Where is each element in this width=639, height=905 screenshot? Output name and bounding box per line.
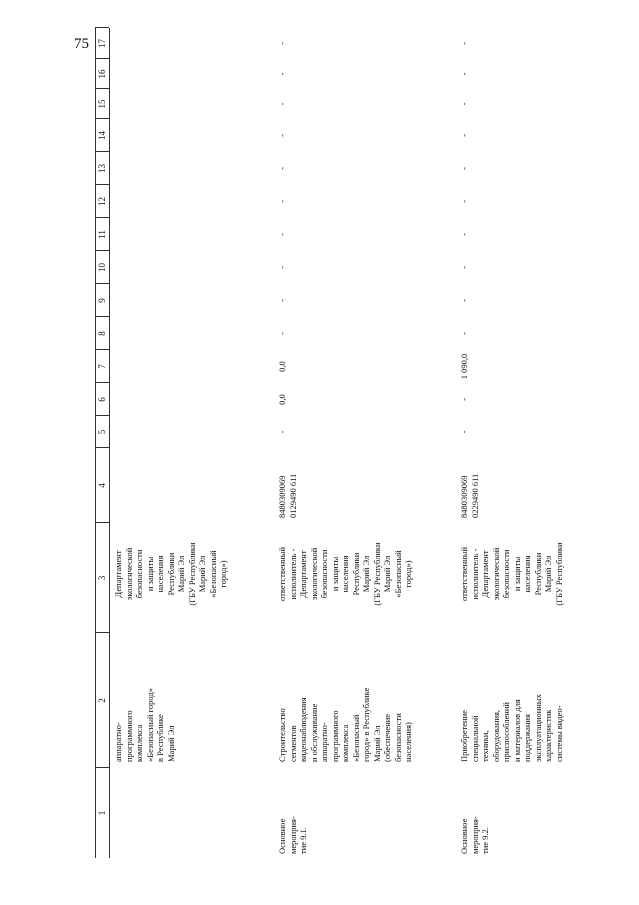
row1-col6-value: 0,0 xyxy=(277,394,287,405)
col-header-1: 1 xyxy=(97,810,107,816)
col-header-6: 6 xyxy=(97,397,107,402)
col-header-5: 5 xyxy=(97,429,107,435)
col-header-4: 4 xyxy=(97,483,107,488)
row2-col8-value: - xyxy=(459,332,469,335)
col-header-9: 9 xyxy=(97,298,107,303)
row1-col16-value: - xyxy=(277,72,287,76)
row1-col5-value: - xyxy=(277,430,287,434)
col-header-16: 16 xyxy=(97,69,107,79)
col-header-2: 2 xyxy=(97,698,107,703)
row1-col8-value: - xyxy=(277,332,287,335)
col-header-14: 14 xyxy=(97,131,107,140)
page-number: 75 xyxy=(74,36,89,52)
row2-name: Приобретение специальной техники, оборудования, приспособлений и материалов для поддержания эксплуатационных характеристик системы видео- xyxy=(459,694,564,762)
row2-col6-value: - xyxy=(459,398,469,401)
col-divider xyxy=(95,316,109,317)
col-divider xyxy=(95,184,109,185)
row2-col12-value: - xyxy=(459,200,469,203)
row2-col9-value: - xyxy=(459,299,469,302)
col-header-8: 8 xyxy=(97,331,107,336)
row2-col14-value: - xyxy=(459,134,469,137)
col-header-7: 7 xyxy=(97,364,107,369)
row0-executor: Департамент экологической безопасности и защиты населения Республики Марий Эл (ГБУ Республики Марий Эл «Безопасный город») xyxy=(113,542,228,606)
row2-status: Основное мероприя- тие 9.2. xyxy=(459,816,490,854)
col-divider xyxy=(95,217,109,218)
row2-col17-value: - xyxy=(459,42,469,45)
col-divider xyxy=(95,349,109,350)
row1-col13-value: - xyxy=(277,167,287,170)
col-divider xyxy=(95,767,109,768)
row2-executor: ответственный исполнитель - Департамент экологической безопасности и защиты населения Республики Марий Эл (ГБУ Республики xyxy=(459,542,564,606)
row1-col7-value: 0,0 xyxy=(277,361,287,372)
row2-code: 8480309069 0229490 611 xyxy=(459,473,480,518)
row2-col10-value: - xyxy=(459,266,469,269)
row1-col10-value: - xyxy=(277,266,287,269)
col-divider xyxy=(95,522,109,523)
row1-col12-value: - xyxy=(277,200,287,203)
row2-col5-value: - xyxy=(459,430,469,434)
row2-col15-value: - xyxy=(459,102,469,106)
header-bottom-rule xyxy=(109,28,110,858)
col-header-3: 3 xyxy=(97,575,107,581)
row1-code: 8480309069 0129490 611 xyxy=(277,473,298,518)
col-divider xyxy=(95,447,109,448)
col-divider xyxy=(95,58,109,59)
row1-col11-value: - xyxy=(277,233,287,236)
row1-name: Строительство сегментов видеонаблюдения и обслуживание аппаратно- программного комплекса «Безопасный город» в Республике Марий Эл (обеспечение безопасности населения) xyxy=(277,687,413,762)
col-header-17: 17 xyxy=(97,39,107,48)
col-header-11: 11 xyxy=(97,230,107,239)
col-divider xyxy=(95,250,109,251)
col-divider xyxy=(95,27,109,28)
col-divider xyxy=(95,382,109,383)
row2-col11-value: - xyxy=(459,233,469,236)
col-divider xyxy=(95,632,109,633)
row1-col17-value: - xyxy=(277,42,287,45)
row1-status: Основное мероприя- тие 9.1. xyxy=(277,816,308,854)
row2-col7-value: 1 090,0 xyxy=(459,353,469,380)
row2-col13-value: - xyxy=(459,167,469,170)
rotated-table xyxy=(95,18,635,858)
row2-col16-value: - xyxy=(459,72,469,76)
col-header-15: 15 xyxy=(97,99,107,109)
col-divider xyxy=(95,415,109,416)
row0-name: аппаратно- программного комплекса «Безопасный город» в Республике Марий Эл xyxy=(113,688,176,762)
row1-col14-value: - xyxy=(277,134,287,137)
row1-col9-value: - xyxy=(277,299,287,302)
col-divider xyxy=(95,118,109,119)
col-divider xyxy=(95,283,109,284)
row1-executor: ответственный исполнитель - Департамент экологической безопасности и защиты населения Республики Марий Эл (ГБУ Республики Марий Эл «Безопасный город») xyxy=(277,542,413,606)
row1-col15-value: - xyxy=(277,102,287,106)
col-header-13: 13 xyxy=(97,164,107,173)
col-header-12: 12 xyxy=(97,197,107,206)
col-divider xyxy=(95,151,109,152)
col-divider xyxy=(95,88,109,89)
col-header-10: 10 xyxy=(97,263,107,272)
